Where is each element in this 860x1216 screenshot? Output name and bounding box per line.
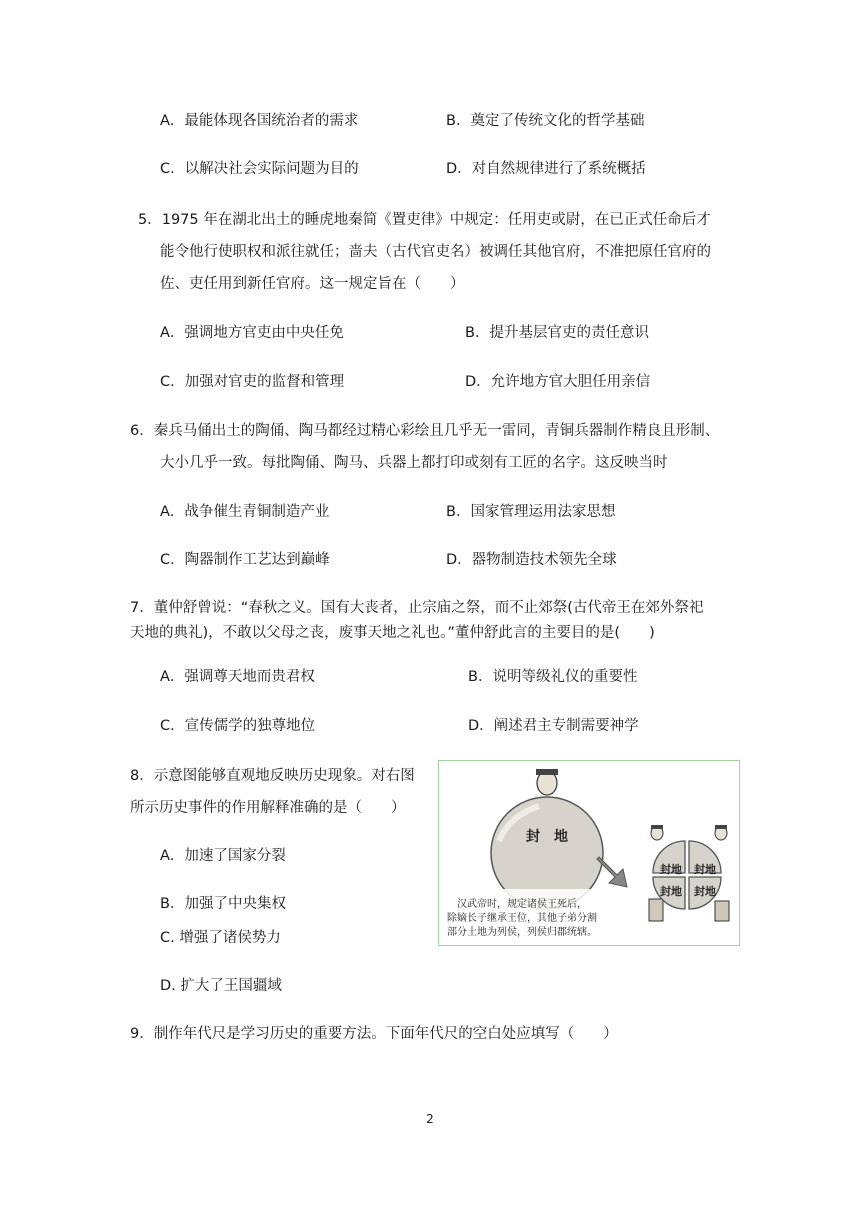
figure-caption-line-3: 部分土地为列侯，列侯归郡统辖。	[447, 927, 597, 938]
q6-stem-line-2: 大小几乎一致。每批陶俑、陶马、兵器上都打印或刻有工匠的名字。这反映当时	[160, 455, 668, 471]
fief-label-1: 封地	[660, 863, 682, 876]
fief-division-figure	[438, 760, 740, 946]
q7-option-d: D．阐述君主专制需要神学	[468, 718, 639, 734]
q5-option-c: C．加强对官吏的监督和管理	[160, 374, 345, 390]
q7-stem-line-2: 天地的典礼)，不敢以父母之丧，废事天地之礼也。”董仲舒此言的主要目的是( )	[130, 625, 655, 641]
q5-stem-line-3: 佐、吏任用到新任官府。这一规定旨在（ ）	[160, 276, 465, 292]
q8-option-b: B．加强了中央集权	[160, 896, 286, 912]
figure-caption-line-2: 除嫡长子继承王位，其他子弟分割	[447, 913, 597, 924]
q5-option-b: B．提升基层官吏的责任意识	[465, 325, 649, 341]
fief-label-3: 封地	[660, 885, 682, 898]
q5-option-d: D．允许地方官大胆任用亲信	[465, 374, 651, 390]
q4-option-c: C．以解决社会实际问题为目的	[160, 161, 359, 177]
figure-caption-line-1: 汉武帝时，规定诸侯王死后，	[457, 899, 587, 910]
q5-option-a: A．强调地方官吏由中央任免	[160, 325, 344, 341]
q7-option-b: B．说明等级礼仪的重要性	[468, 669, 638, 685]
fief-label-2: 封地	[694, 863, 716, 876]
q8-option-a: A．加速了国家分裂	[160, 848, 286, 864]
fief-label-4: 封地	[694, 885, 716, 898]
q6-option-c: C．陶器制作工艺达到巅峰	[160, 552, 330, 568]
q6-option-b: B．国家管理运用法家思想	[446, 504, 616, 520]
q7-option-c: C．宣传儒学的独尊地位	[160, 718, 316, 734]
q5-stem-line-2: 能令他行使职权和派往就任；啬夫（古代官吏名）被调任其他官府，不准把原任官府的	[160, 244, 711, 260]
q7-option-a: A．强调尊天地而贵君权	[160, 669, 315, 685]
fief-division-illustration	[439, 761, 738, 944]
q8-stem-line-1: 8．示意图能够直观地反映历史现象。对右图	[130, 768, 415, 784]
q4-option-a: A．最能体现各国统治者的需求	[160, 113, 359, 129]
q6-option-d: D．器物制造技术领先全球	[446, 552, 617, 568]
arrow-icon	[597, 857, 627, 887]
q8-option-d: D. 扩大了王国疆域	[160, 978, 282, 994]
q8-option-c: C. 增强了诸侯势力	[160, 930, 281, 946]
q4-option-b: B．奠定了传统文化的哲学基础	[446, 113, 645, 129]
q7-stem-line-1: 7．董仲舒曾说：“春秋之义。国有大丧者，止宗庙之祭，而不止郊祭(古代帝王在郊外祭祀	[130, 600, 704, 616]
q5-stem-line-1: 5．1975 年在湖北出土的睡虎地秦简《置吏律》中规定：任用吏或尉，在已正式任命后才	[138, 212, 711, 228]
page-number: 2	[426, 1112, 434, 1126]
q9-stem-line-1: 9．制作年代尺是学习历史的重要方法。下面年代尺的空白处应填写（ ）	[130, 1026, 618, 1042]
q4-option-d: D．对自然规律进行了系统概括	[446, 161, 646, 177]
q6-stem-line-1: 6．秦兵马俑出土的陶俑、陶马都经过精心彩绘且几乎无一雷同，青铜兵器制作精良且形制、	[130, 423, 720, 439]
big-fief-label: 封 地	[526, 829, 568, 845]
q8-stem-line-2: 所示历史事件的作用解释准确的是（ ）	[130, 800, 406, 816]
q6-option-a: A．战争催生青铜制造产业	[160, 504, 330, 520]
